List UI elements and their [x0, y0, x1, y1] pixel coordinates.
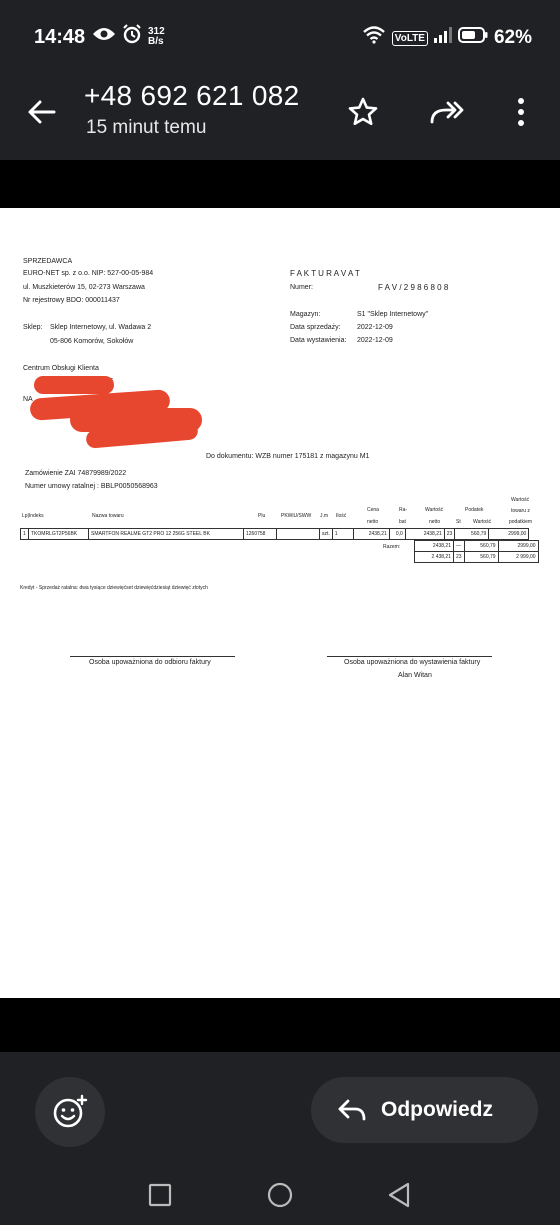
- table-row: 2 438,21 23 560,79 2 999,00: [415, 552, 539, 563]
- issue-date-label: Data wystawienia:: [290, 337, 347, 344]
- reply-icon: [337, 1098, 367, 1122]
- back-button[interactable]: [22, 92, 62, 132]
- col-value-gross: Wartość: [511, 497, 530, 503]
- col-qty: Ilość: [336, 513, 347, 519]
- signature-line: [70, 656, 235, 657]
- loan-number: Numer umowy ratalnej : BBLP0050568963: [25, 483, 158, 490]
- seller-heading: SPRZEDAWCA: [23, 258, 73, 265]
- add-reaction-button[interactable]: [35, 1077, 105, 1147]
- col-vat-rate: St: [456, 519, 461, 525]
- home-button[interactable]: [265, 1180, 295, 1210]
- col-vat: Podatek: [465, 507, 484, 513]
- star-icon: [347, 96, 379, 128]
- totals-table: [414, 540, 539, 563]
- signature-line: [327, 656, 492, 657]
- back-arrow-icon: [26, 96, 58, 128]
- recents-square-icon: [148, 1183, 172, 1207]
- document-reference: Do dokumentu: WZB numer 175181 z magazynu M1: [206, 453, 370, 460]
- col-discount: Ra-: [399, 507, 408, 513]
- signal-icon: [434, 27, 452, 49]
- back-triangle-icon: [387, 1182, 411, 1208]
- sale-date-label: Data sprzedaży:: [290, 324, 341, 331]
- col-name: Nazwa towaru: [92, 513, 124, 519]
- order-number: Zamówienie ZAI 74879989/2022: [25, 470, 127, 477]
- eye-icon: [92, 25, 116, 48]
- top-app-bar: [0, 70, 560, 160]
- add-emoji-icon: [52, 1094, 88, 1130]
- more-vert-icon: [516, 96, 526, 128]
- sale-date-value: 2022-12-09: [357, 324, 393, 331]
- sender-number: +48 692 621 082: [84, 80, 300, 111]
- recents-button[interactable]: [145, 1180, 175, 1210]
- invoice-number: F A V / 2 9 8 6 8 0 8: [378, 283, 449, 292]
- redaction-mark: [34, 376, 114, 394]
- service-heading: Centrum Obsługi Klienta: [23, 365, 99, 372]
- bottom-action-bar: [0, 1052, 560, 1225]
- col-unit: J.m: [320, 513, 329, 519]
- col-value-net: Wartość: [425, 507, 444, 513]
- forward-icon: [428, 96, 466, 128]
- message-time: 15 minut temu: [86, 117, 207, 138]
- invoice-items-table: [20, 528, 529, 540]
- warehouse-label: Magazyn:: [290, 311, 321, 318]
- col-lp-index: Lp|Indeks: [22, 513, 44, 519]
- forward-button[interactable]: [425, 90, 469, 134]
- nav-back-button[interactable]: [384, 1180, 414, 1210]
- shop-label: Sklep:: [23, 324, 43, 331]
- buyer-label: NA: [23, 396, 33, 403]
- reply-button[interactable]: [311, 1077, 538, 1143]
- shop-line2: 05-806 Komorów, Sokołów: [50, 338, 134, 345]
- shop-line1: Sklep Internetowy, ul. Wadawa 2: [50, 324, 152, 331]
- table-row: 2438,21 — 560,79 2999,00: [415, 541, 539, 552]
- home-circle-icon: [267, 1182, 293, 1208]
- system-navigation-bar: [0, 1152, 560, 1225]
- seller-name: EURO-NET sp. z o.o. NIP: 527-00-05-984: [23, 270, 154, 277]
- warehouse-value: S1 "Sklep Internetowy": [357, 311, 429, 318]
- seller-bdo: Nr rejestrowy BDO: 000011437: [23, 297, 120, 304]
- reply-label: Odpowiedz: [381, 1098, 493, 1121]
- total-label: Razem:: [383, 544, 401, 550]
- col-price-net: Cena: [367, 507, 379, 513]
- number-label: Numer:: [290, 284, 313, 291]
- battery-icon: [458, 27, 488, 49]
- seller-address: ul. Muszkieterów 15, 02-273 Warszawa: [23, 284, 145, 291]
- star-button[interactable]: [341, 90, 385, 134]
- issue-date-value: 2022-12-09: [357, 337, 393, 344]
- alarm-icon: [122, 24, 142, 49]
- col-plu: Plu: [258, 513, 266, 519]
- invoice-image[interactable]: SPRZEDAWCA EURO-NET sp. z o.o. NIP: 527-00-05-984 ul. Muszkieterów 15, 02-273 Warszawa Nr rejestrowy BDO: 000011437 Sklep: Sklep Internetowy, ul. Wadawa 2 05-806 Komorów, Sokołów Centrum Obsługi Klienta NA F A K T U R A V A T Numer: F A V / 2 9 8 6 8 0 8 Magazyn: S1 "Sklep Internetowy" Data sprzedaży: 2022-12-09 Data wystawienia: 2022-12-09 Do dokumentu: WZB numer 175181 z magazynu M1 Zamówienie ZAI 74879989/2022 Numer umowy ratalnej : BBLP0050568963 Lp|Indeks Nazwa towaru Plu PKWiU/SWW J.m Ilość Cena netto Ra- bat Wartość netto St Podatek Wartość Wartość towaru z podatkiem 1 TKOMRLGT2P56BK SMARTFON REALME GT2 PRO 12 256G STEEL BK 1260758 szt. 1 2438,21 0,0 2438,21 23 560,79 2999,00 Razem: 2438,21 — 560,79 2999,00 2 438,21 23 560,79 2 999,00 Kredyt - Sprzedaż ratalna: dwa tysiące dziewięćset dziewięćdziesiąt dziewięć złotych Osoba upoważniona do odbioru faktury Osoba upoważniona do wystawienia faktury Alan Witan: [0, 208, 560, 998]
- col-pkwiu: PKWiU/SWW: [281, 513, 312, 519]
- network-speed: 312 B/s: [148, 25, 165, 47]
- receiver-signature-label: Osoba upoważniona do odbioru faktury: [89, 659, 211, 666]
- invoice-title: F A K T U R A V A T: [290, 269, 360, 278]
- table-row: 1 TKOMRLGT2P56BK SMARTFON REALME GT2 PRO 12 256G STEEL BK 1260758 szt. 1 2438,21 0,0 2438,21 23 560,79 2999,00: [21, 529, 529, 540]
- issuer-signature-label: Osoba upoważniona do wystawienia faktury: [344, 659, 481, 666]
- status-bar: [0, 0, 560, 70]
- issuer-name: Alan Witan: [398, 672, 432, 679]
- volte-badge: VoLTE: [392, 31, 428, 46]
- more-options-button[interactable]: [499, 90, 543, 134]
- status-time: 14:48: [34, 26, 86, 48]
- wifi-icon: [362, 26, 386, 50]
- battery-percent: 62%: [493, 27, 532, 48]
- amount-in-words: Kredyt - Sprzedaż ratalna: dwa tysiące dziewięćset dziewięćdziesiąt dziewięć złotych: [20, 585, 208, 591]
